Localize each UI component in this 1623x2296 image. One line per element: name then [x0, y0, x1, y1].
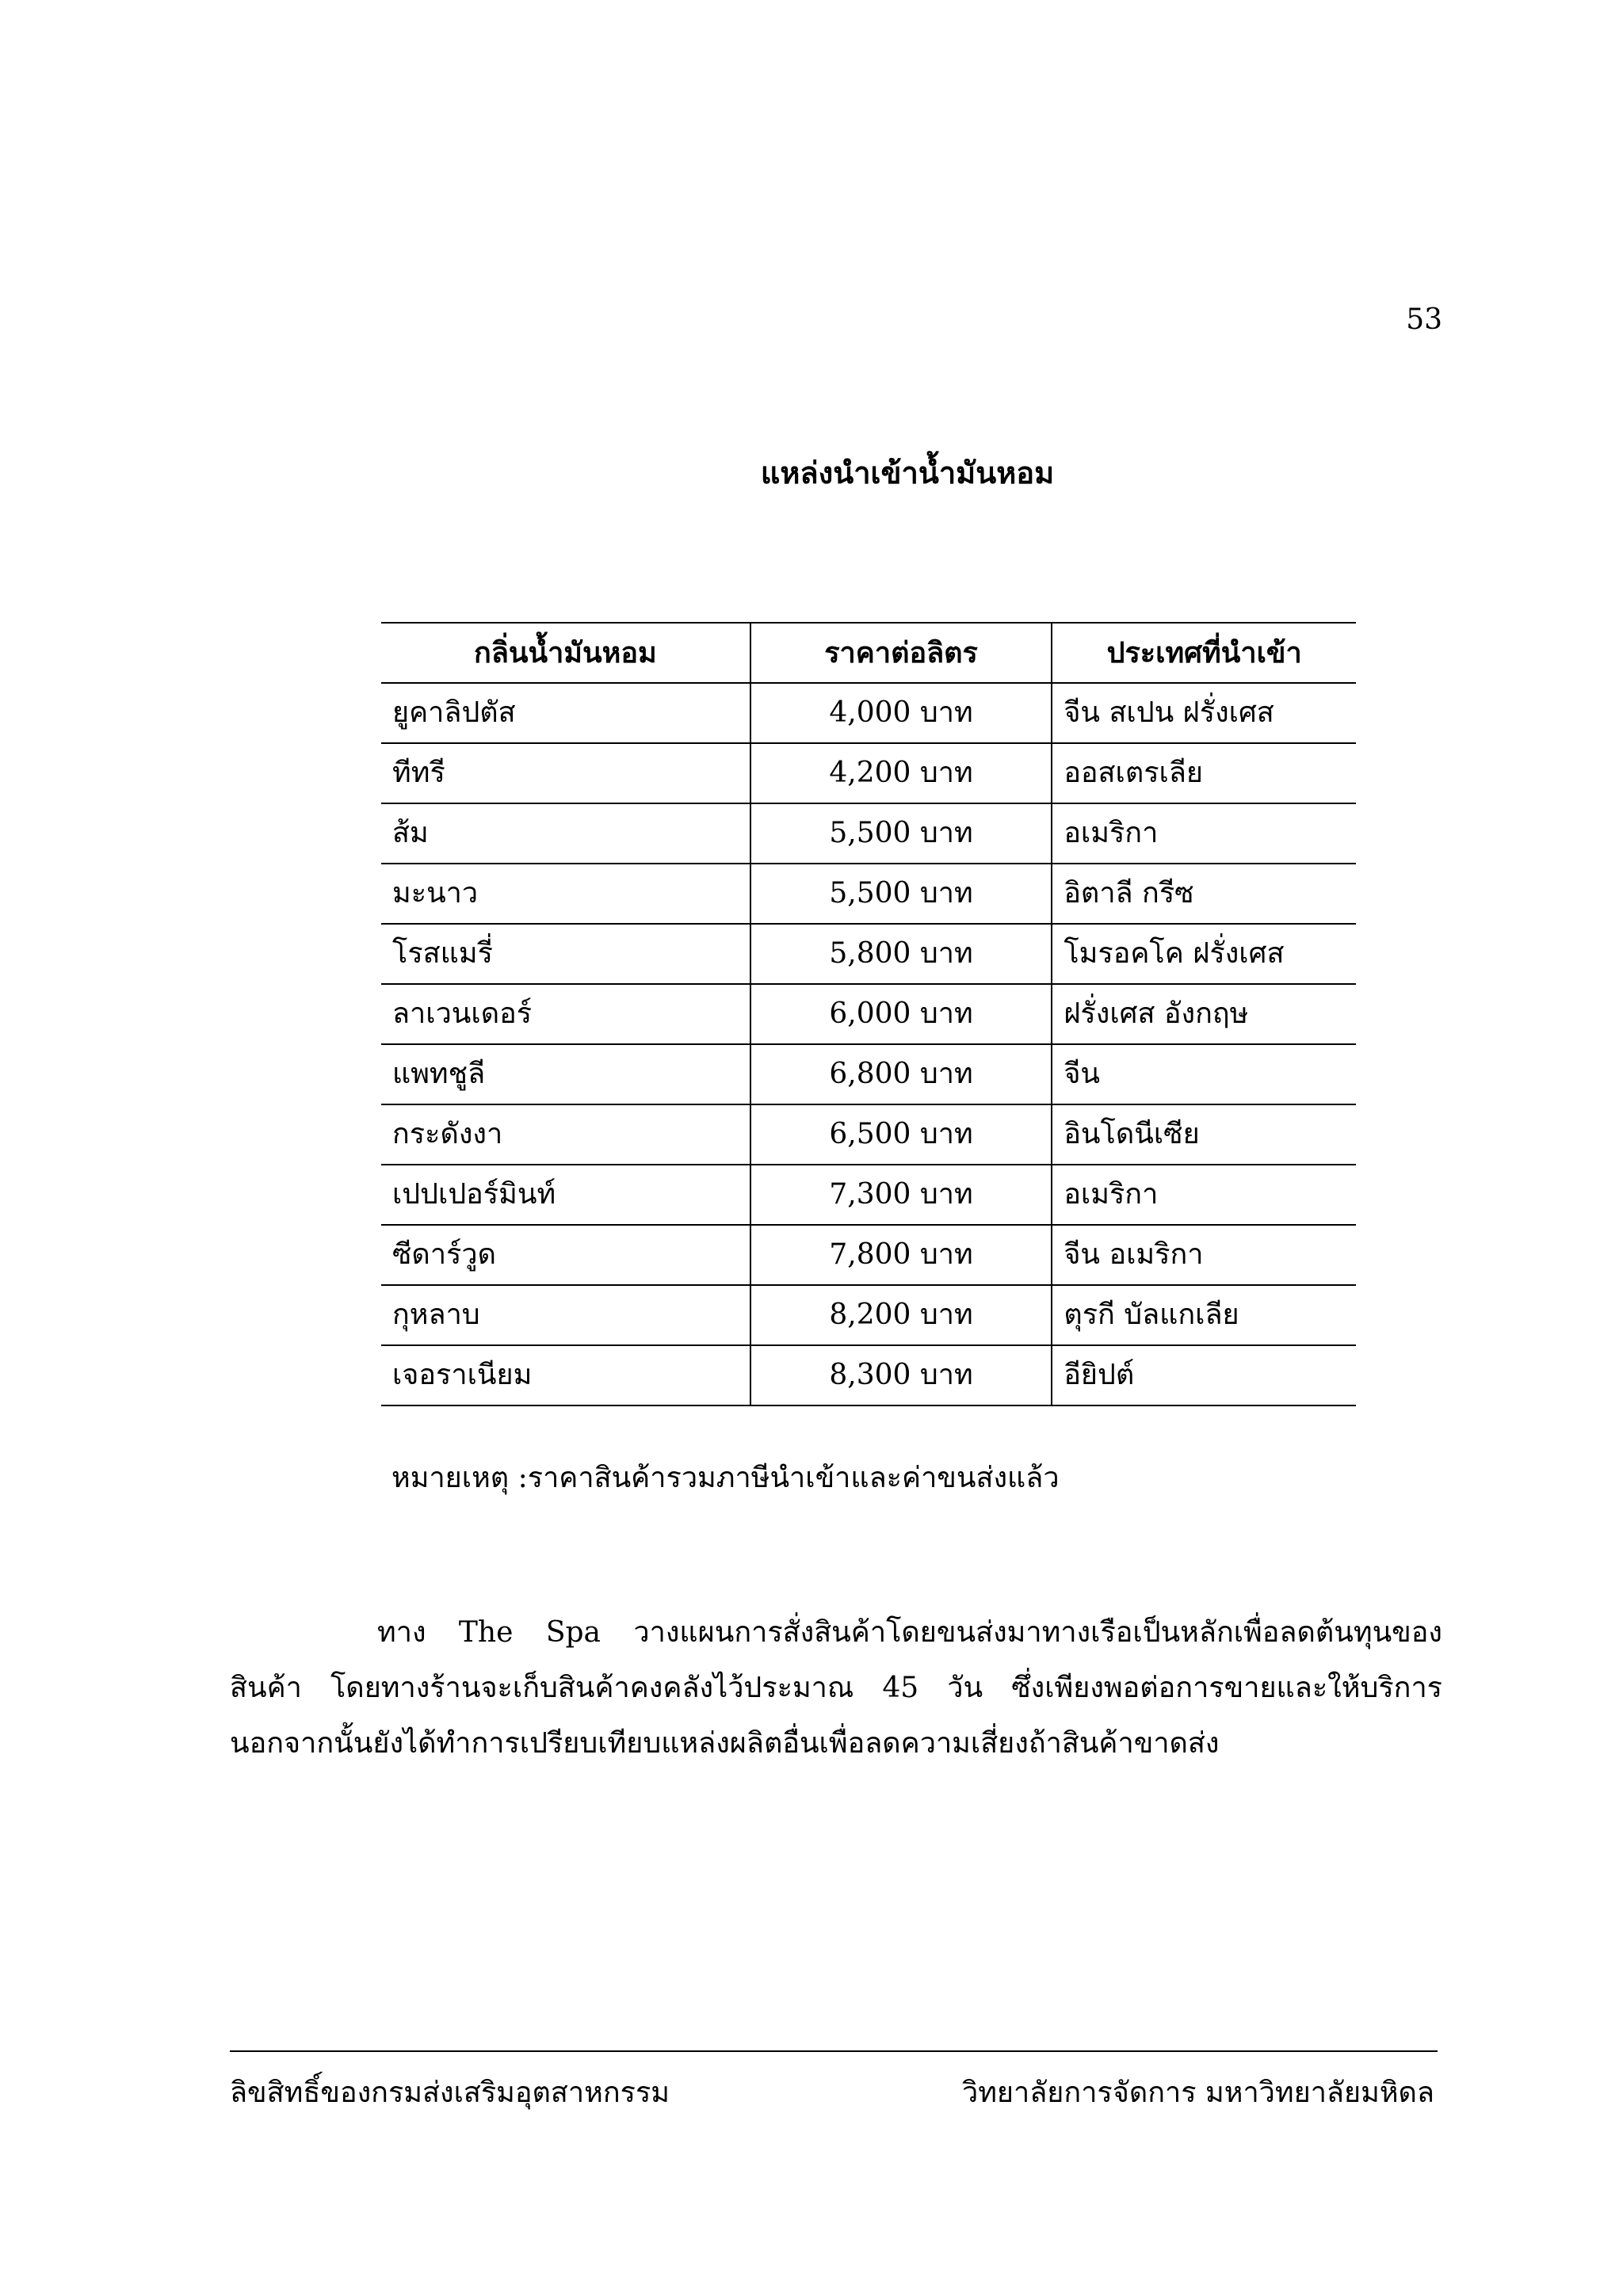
price-cell: 5,800 บาท: [750, 924, 1052, 984]
table-row: [381, 1104, 1356, 1165]
price-cell: 8,300 บาท: [750, 1345, 1052, 1405]
header-import-country: ประเทศที่นำเข้า: [1052, 623, 1356, 683]
page-number: 53: [1406, 303, 1442, 336]
table-title: แหล่งนำเข้าน้ำมันหอม: [760, 455, 1055, 490]
price-cell: 4,200 บาท: [750, 743, 1052, 803]
scent-cell: มะนาว: [381, 864, 750, 924]
table-row: [381, 1285, 1356, 1345]
table-row: [381, 1225, 1356, 1285]
scent-cell: กุหลาบ: [381, 1285, 750, 1345]
table-body: [381, 683, 1356, 1405]
price-cell: 5,500 บาท: [750, 864, 1052, 924]
scent-cell: ซีดาร์วูด: [381, 1225, 750, 1285]
table-row: [381, 803, 1356, 864]
scent-cell: เปปเปอร์มินท์: [381, 1165, 750, 1225]
price-cell: 6,500 บาท: [750, 1104, 1052, 1165]
scent-cell: โรสแมรี่: [381, 924, 750, 984]
country-cell: โมรอคโค ฝรั่งเศส: [1052, 924, 1356, 984]
table-note: หมายเหตุ :ราคาสินค้ารวมภาษีนำเข้าและค่าขนส่งแล้ว: [391, 1462, 1060, 1494]
table-row: [381, 864, 1356, 924]
country-cell: จีน อเมริกา: [1052, 1225, 1356, 1285]
country-cell: จีน สเปน ฝรั่งเศส: [1052, 683, 1356, 743]
scent-cell: กระดังงา: [381, 1104, 750, 1165]
price-cell: 7,800 บาท: [750, 1225, 1052, 1285]
footer-divider: [230, 2050, 1438, 2052]
table-row: [381, 1044, 1356, 1104]
header-scent: กลิ่นน้ำมันหอม: [381, 623, 750, 683]
price-cell: 5,500 บาท: [750, 803, 1052, 864]
scent-cell: แพทชูลี: [381, 1044, 750, 1104]
price-cell: 7,300 บาท: [750, 1165, 1052, 1225]
body-paragraph: ทาง The Spa วางแผนการสั่งสินค้าโดยขนส่งมาทางเรือเป็นหลักเพื่อลดต้นทุนของสินค้า โดยทางร้านจะเก็บสินค้าคงคลังไว้ประมาณ 45 วัน ซึ่งเพียงพอต่อการขายและให้บริการ นอกจากนั้นยังได้ทำการเปรียบเทียบแหล่งผลิตอื่นเพื่อลดความเสี่ยงถ้าสินค้าขาดส่ง: [230, 1616, 1442, 1760]
table-row: [381, 1345, 1356, 1405]
country-cell: ฝรั่งเศส อังกฤษ: [1052, 984, 1356, 1044]
table-row: [381, 1165, 1356, 1225]
country-cell: จีน: [1052, 1044, 1356, 1104]
table-row: [381, 924, 1356, 984]
footer-institution: วิทยาลัยการจัดการ มหาวิทยาลัยมหิดล: [961, 2077, 1434, 2109]
country-cell: อิตาลี กรีซ: [1052, 864, 1356, 924]
table-row: [381, 743, 1356, 803]
price-cell: 8,200 บาท: [750, 1285, 1052, 1345]
table-row: [381, 984, 1356, 1044]
country-cell: ตุรกี บัลแกเลีย: [1052, 1285, 1356, 1345]
country-cell: อเมริกา: [1052, 803, 1356, 864]
country-cell: อินโดนีเซีย: [1052, 1104, 1356, 1165]
table-header-row: [381, 623, 1356, 683]
scent-cell: ยูคาลิปตัส: [381, 683, 750, 743]
scent-cell: ส้ม: [381, 803, 750, 864]
price-cell: 6,800 บาท: [750, 1044, 1052, 1104]
table-row: [381, 683, 1356, 743]
price-cell: 4,000 บาท: [750, 683, 1052, 743]
scent-cell: ทีทรี: [381, 743, 750, 803]
footer-copyright: ลิขสิทธิ์ของกรมส่งเสริมอุตสาหกรรม: [230, 2077, 670, 2109]
scent-cell: เจอราเนียม: [381, 1345, 750, 1405]
price-cell: 6,000 บาท: [750, 984, 1052, 1044]
header-price-per-liter: ราคาต่อลิตร: [750, 623, 1052, 683]
country-cell: อเมริกา: [1052, 1165, 1356, 1225]
scent-cell: ลาเวนเดอร์: [381, 984, 750, 1044]
oil-import-table: [381, 622, 1356, 1406]
country-cell: ออสเตรเลีย: [1052, 743, 1356, 803]
country-cell: อียิปต์: [1052, 1345, 1356, 1405]
